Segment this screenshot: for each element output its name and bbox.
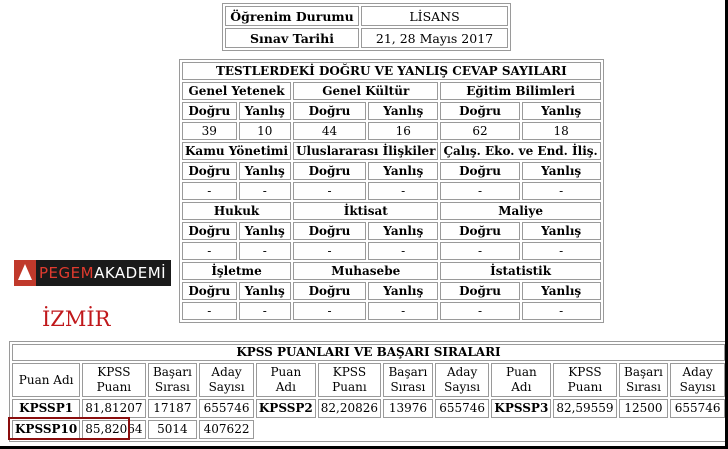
column-header: Aday Sayısı xyxy=(670,363,725,397)
correct-label: Doğru xyxy=(293,222,366,240)
education-value: LİSANS xyxy=(361,6,508,26)
subject-name: Genel Kültür xyxy=(293,82,438,100)
test-group-1 xyxy=(182,82,601,140)
subject-name: İşletme xyxy=(182,262,291,280)
score-value: 81,81207 xyxy=(82,399,145,418)
correct-label: Doğru xyxy=(440,222,519,240)
rank-value: 13976 xyxy=(383,399,433,418)
correct-count: - xyxy=(440,182,519,200)
score-value: 82,20826 xyxy=(318,399,381,418)
table-header-row xyxy=(12,363,725,397)
correct-count: 44 xyxy=(293,122,366,140)
score-name: KPSSP10 xyxy=(12,420,80,439)
candidate-count: 407622 xyxy=(199,420,254,439)
wrong-count: 18 xyxy=(522,122,601,140)
column-header: Başarı Sırası xyxy=(148,363,198,397)
rank-value: 12500 xyxy=(619,399,669,418)
subject-name: Çalış. Eko. ve End. İliş. xyxy=(440,142,600,160)
subject-name: Kamu Yönetimi xyxy=(182,142,291,160)
subject-name: Genel Yetenek xyxy=(182,82,291,100)
wrong-label: Yanlış xyxy=(368,222,439,240)
column-header: Puan Adı xyxy=(491,363,551,397)
test-group-3 xyxy=(182,202,601,260)
wrong-count: - xyxy=(239,302,292,320)
wrong-label: Yanlış xyxy=(368,162,439,180)
subject-name: İktisat xyxy=(293,202,438,220)
correct-label: Doğru xyxy=(440,282,519,300)
correct-count: - xyxy=(440,242,519,260)
candidate-count: 655746 xyxy=(435,399,490,418)
test-results-table xyxy=(179,59,604,323)
table-row xyxy=(12,399,725,418)
test-group-2 xyxy=(182,142,601,200)
score-value: 85,82064 xyxy=(82,420,145,439)
wrong-count: - xyxy=(368,182,439,200)
wrong-count: - xyxy=(239,182,292,200)
column-header: KPSS Puanı xyxy=(82,363,145,397)
correct-label: Doğru xyxy=(293,162,366,180)
subject-name: Hukuk xyxy=(182,202,291,220)
table-row xyxy=(12,420,725,439)
wrong-count: - xyxy=(239,242,292,260)
wrong-count: - xyxy=(522,182,601,200)
correct-label: Doğru xyxy=(293,282,366,300)
wrong-label: Yanlış xyxy=(522,282,601,300)
wrong-count: - xyxy=(368,242,439,260)
correct-count: 62 xyxy=(440,122,519,140)
wrong-label: Yanlış xyxy=(239,282,292,300)
score-value: 82,59559 xyxy=(553,399,616,418)
column-header: Aday Sayısı xyxy=(199,363,254,397)
score-name: KPSSP2 xyxy=(256,399,316,418)
subject-name: Uluslararası İlişkiler xyxy=(293,142,438,160)
logo-text: PEGEMAKADEMİ xyxy=(39,264,167,282)
wrong-label: Yanlış xyxy=(368,102,439,120)
correct-count: - xyxy=(182,182,237,200)
wrong-label: Yanlış xyxy=(522,102,601,120)
column-header: Başarı Sırası xyxy=(383,363,433,397)
correct-label: Doğru xyxy=(182,222,237,240)
wrong-label: Yanlış xyxy=(239,222,292,240)
rank-value: 17187 xyxy=(148,399,198,418)
score-name: KPSSP1 xyxy=(12,399,80,418)
correct-label: Doğru xyxy=(440,162,519,180)
wrong-count: - xyxy=(522,302,601,320)
exam-info-table xyxy=(222,3,511,51)
wrong-label: Yanlış xyxy=(239,162,292,180)
correct-label: Doğru xyxy=(293,102,366,120)
subject-name: İstatistik xyxy=(440,262,600,280)
correct-label: Doğru xyxy=(182,102,237,120)
candidate-count: 655746 xyxy=(670,399,725,418)
correct-count: - xyxy=(182,302,237,320)
subject-name: Muhasebe xyxy=(293,262,438,280)
table-row xyxy=(225,28,508,48)
column-header: Puan Adı xyxy=(12,363,80,397)
wrong-label: Yanlış xyxy=(522,162,601,180)
column-header: KPSS Puanı xyxy=(318,363,381,397)
correct-label: Doğru xyxy=(182,162,237,180)
wrong-count: 10 xyxy=(239,122,292,140)
correct-count: - xyxy=(293,182,366,200)
education-label: Öğrenim Durumu xyxy=(225,6,359,26)
wrong-label: Yanlış xyxy=(239,102,292,120)
correct-count: - xyxy=(182,242,237,260)
correct-count: - xyxy=(440,302,519,320)
subject-name: Maliye xyxy=(440,202,600,220)
city-name: İZMİR xyxy=(42,307,111,331)
table-row xyxy=(225,6,508,26)
scores-title: KPSS PUANLARI VE BAŞARI SIRALARI xyxy=(12,344,725,361)
column-header: Puan Adı xyxy=(256,363,316,397)
exam-date-label: Sınav Tarihi xyxy=(225,28,359,48)
correct-count: - xyxy=(293,242,366,260)
column-header: Aday Sayısı xyxy=(435,363,490,397)
column-header: KPSS Puanı xyxy=(553,363,616,397)
exam-date-value: 21, 28 Mayıs 2017 xyxy=(361,28,508,48)
score-name: KPSSP3 xyxy=(491,399,551,418)
wrong-count: - xyxy=(522,242,601,260)
test-group-4 xyxy=(182,262,601,320)
wrong-label: Yanlış xyxy=(368,282,439,300)
wrong-count: - xyxy=(368,302,439,320)
candidate-count: 655746 xyxy=(199,399,254,418)
tests-title: TESTLERDEKİ DOĞRU VE YANLIŞ CEVAP SAYILARI xyxy=(182,62,601,80)
correct-count: 39 xyxy=(182,122,237,140)
kpss-scores-table xyxy=(9,341,728,442)
pegem-logo xyxy=(14,260,171,286)
rank-value: 5014 xyxy=(148,420,198,439)
correct-count: - xyxy=(293,302,366,320)
wrong-label: Yanlış xyxy=(522,222,601,240)
subject-name: Eğitim Bilimleri xyxy=(440,82,600,100)
wrong-count: 16 xyxy=(368,122,439,140)
column-header: Başarı Sırası xyxy=(619,363,669,397)
correct-label: Doğru xyxy=(440,102,519,120)
logo-mark-icon xyxy=(14,260,36,286)
correct-label: Doğru xyxy=(182,282,237,300)
